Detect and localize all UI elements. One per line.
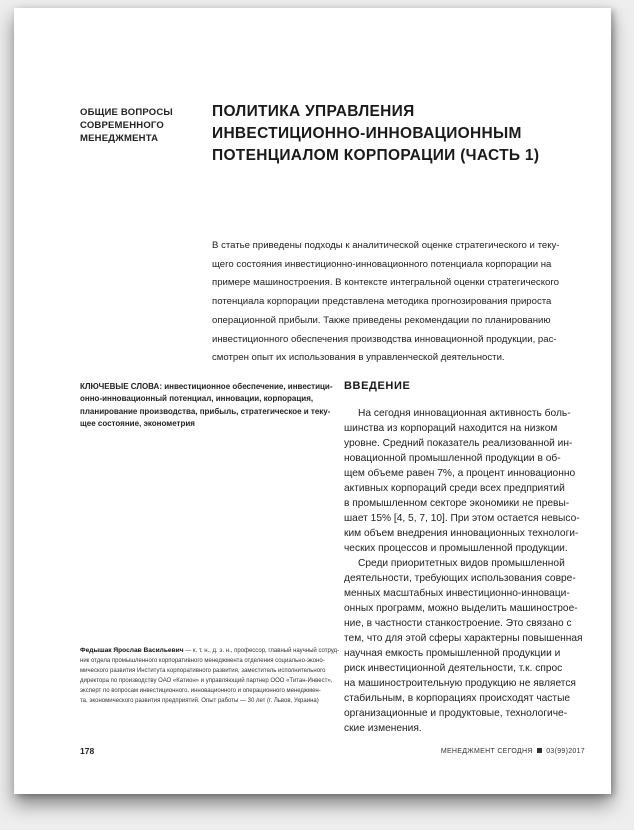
author-line: директора по производству ОАО «Катион» и управляющий партнер ООО «Титан-Инвест», [80,677,333,684]
author-line: та, экономического развития предприятий. Опыт работы — 30 лет (г. Львов, Украина) [80,697,319,704]
body-line: в промышленном секторе экономики не превы- [344,498,570,509]
body-line: новационной промышленной продукции в об- [344,453,561,464]
author-line: мического развития Института корпоративного развития, заместитель исполнительного [80,667,326,674]
body-line: щем объеме равен 7%, а процент инновационно [344,468,576,479]
journal-footer [441,748,585,755]
body-line: шинства из корпораций находится на низком [344,423,558,434]
body-line: онных программ, можно выделить машинострое- [344,603,578,614]
article-title [212,101,582,167]
author-line: ник отдела промышленного корпоративного менеджмента отделения социально-эконо- [80,657,325,664]
abstract-line: операционной прибыли. Также приведены рекомендации по планированию [212,314,551,326]
author-line [80,646,338,657]
journal-issue: 03(99)2017 [546,748,585,755]
body-line: организационные и продуктовые, технологиче- [344,708,568,719]
title-line: ИНВЕСТИЦИОННО-ИННОВАЦИОННЫМ [212,125,522,142]
journal-page [14,8,611,794]
body-line: ские изменения. [344,723,422,734]
intro-heading: ВВЕДЕНИЕ [344,380,411,392]
title-line: ПОЛИТИКА УПРАВЛЕНИЯ [212,103,415,120]
body-line: на машиностроительную продукцию не является [344,678,576,689]
section-label-line: СОВРЕМЕННОГО [80,120,164,131]
abstract-line: щего состояния инвестиционно-инновационного потенциала корпорации на [212,258,552,270]
body-line: уровне. Средний показатель реализованной ин- [344,438,573,449]
abstract-line: смотрен опыт их использования в управленческой деятельности. [212,352,505,364]
title-line: ПОТЕНЦИАЛОМ КОРПОРАЦИИ (ЧАСТЬ 1) [212,147,540,164]
body-line: активных корпораций среди всех предприятий [344,483,565,494]
body-line: На сегодня инновационная активность боль- [358,408,571,419]
article-abstract [212,237,586,368]
abstract-line: инвестиционного обеспечения производства инновационной продукции, рас- [212,333,557,345]
keywords-line: КЛЮЧЕВЫЕ СЛОВА: инвестиционное обеспечение, инвестици- [80,382,333,391]
body-line: менных масштабных инвестиционно-инноваци- [344,588,570,599]
keywords [80,381,336,431]
abstract-line: примере машиностроения. В контексте интегральной оценки стратегического [212,277,559,289]
keywords-line: планирование производства, прибыль, стратегическое и теку- [80,406,331,416]
body-line: риск инвестиционной деятельности, т.к. спрос [344,663,563,674]
square-separator-icon [537,748,542,753]
body-line: ческих процессов и промышленной продукции. [344,543,568,554]
body-text [344,406,596,736]
section-label [80,106,200,145]
author-first-line: — к. т. н., д. э. н., профессор, главный научный сотруд- [183,648,340,654]
section-label-line: МЕНЕДЖМЕНТА [80,133,159,144]
author-name: Федышак Ярослав Васильевич [80,647,184,654]
page-number: 178 [80,746,95,756]
author-info [80,646,338,706]
body-line: тем, что для этой сферы характерны повышенная [344,633,583,644]
abstract-line: В статье приведены подходы к аналитической оценке стратегического и теку- [212,240,560,251]
body-line: научная емкость промышленной продукции и [344,648,561,659]
abstract-line: потенциала корпорации представлена методика прогнозирования прироста [212,296,552,308]
body-line: стабильным, в корпорациях происходят частые [344,693,571,704]
keywords-line: онно-инновационный потенциал, инновации, корпорация, [80,394,314,404]
body-line: шает 15% [4, 5, 7, 10]. При этом остается невысо- [344,513,580,524]
section-label-line: ОБЩИЕ ВОПРОСЫ [80,107,173,118]
body-line: Среди приоритетных видов промышленной [358,558,565,569]
body-line: ние, в частности станкостроение. Это связано с [344,618,572,629]
body-line: деятельности, требующих использования совре- [344,573,576,584]
body-line: ким объем внедрения инновационных технологи- [344,528,579,539]
journal-name: МЕНЕДЖМЕНТ СЕГОДНЯ [440,748,533,755]
keywords-line: щее состояние, эконометрия [80,419,195,429]
author-line: эксперт по вопросам инвестиционного, инновационного и операционного менеджмен- [80,687,321,694]
